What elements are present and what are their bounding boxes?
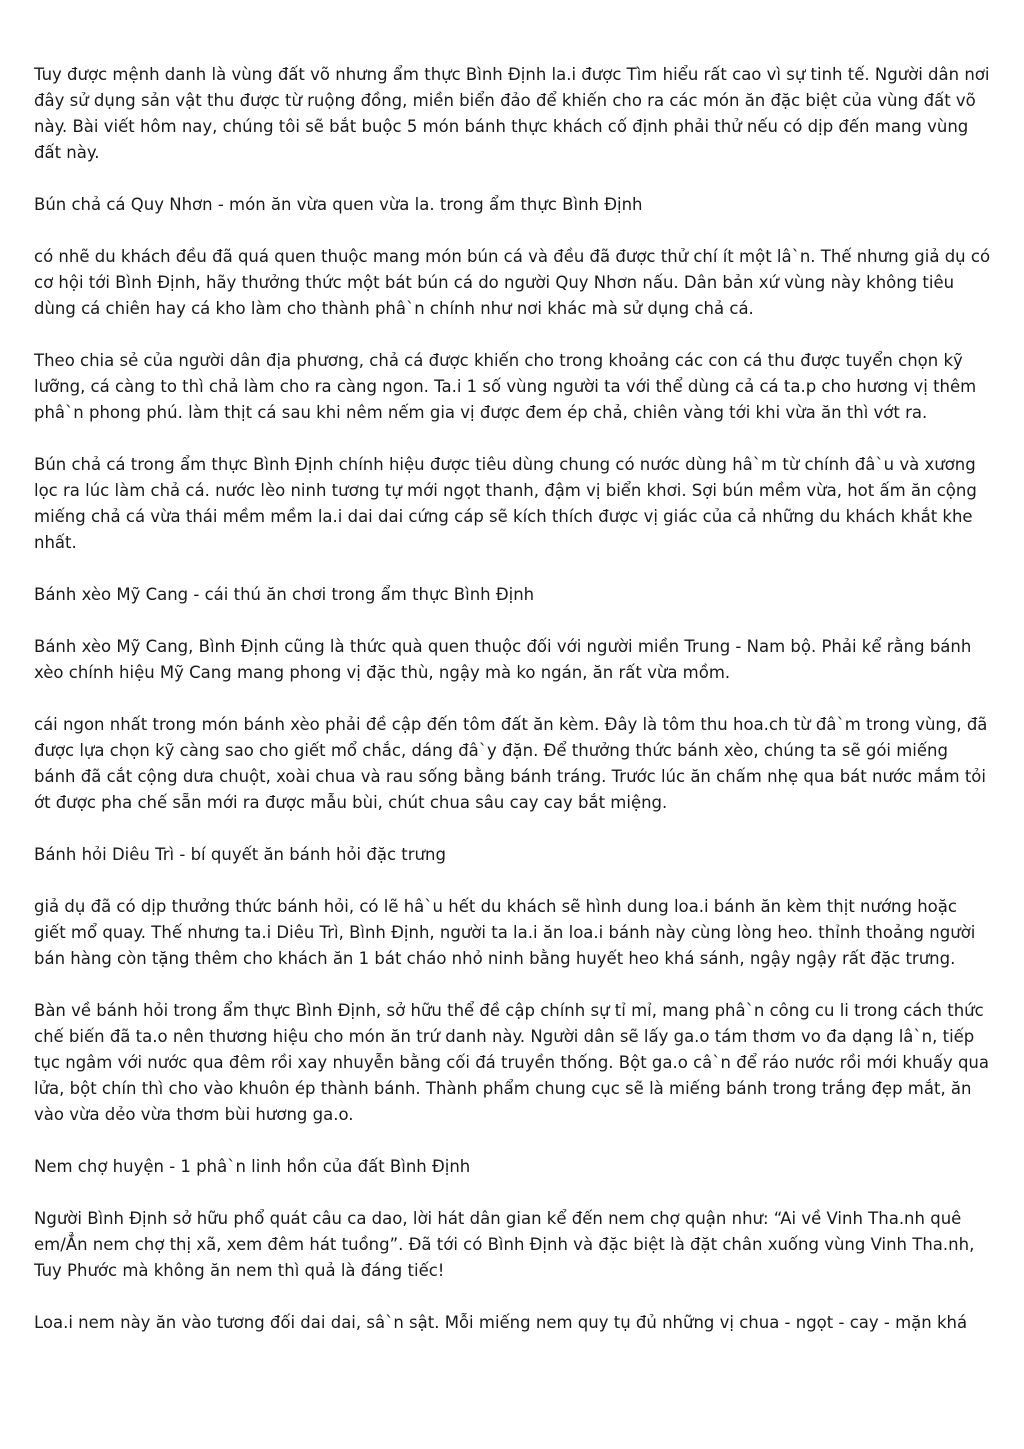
- body-paragraph: giả dụ đã có dịp thưởng thức bánh hỏi, có lẽ hâ`u hết du khách sẽ hình dung loa.i bánh ăn kèm thịt nướng hoặc giết mổ quay. Thế nhưng ta.i Diêu Trì, Bình Định, người ta la.i ăn loa.i bánh này cùng lòng heo. thỉnh thoảng người bán hàng còn tặng thêm cho khách ăn 1 bát cháo nhỏ ninh bằng huyết heo khá sánh, ngậy ngậy rất đặc trưng.: [34, 897, 976, 968]
- body-paragraph: Bún chả cá trong ẩm thực Bình Định chính hiệu được tiêu dùng chung có nước dùng hâ`m từ chính đâ`u và xương lọc ra lúc làm chả cá. nước lèo ninh tương tự mới ngọt thanh, đậm vị biển khơi. Sợi bún mềm vừa, hot ấm ăn cộng miếng chả cá vừa thái mềm mềm la.i dai dai cứng cáp sẽ kích thích được vị giác của cả những du khách khắt khe nhất.: [34, 455, 977, 552]
- section-heading-nem-cho-huyen: Nem chợ huyện - 1 phâ`n linh hồn của đất Bình Định: [34, 1157, 471, 1176]
- document-page: [34, 62, 992, 1362]
- body-paragraph: Người Bình Định sở hữu phổ quát câu ca dao, lời hát dân gian kể đến nem chợ quận như: “Ai về Vinh Tha.nh quê em/Ẳn nem chợ thị xã, xem đêm hát tuồng”. Đã tới có Bình Định và đặc biệt là đặt chân xuống vùng Vinh Tha.nh, Tuy Phước mà không ăn nem thì quả là đáng tiếc!: [34, 1209, 975, 1280]
- intro-paragraph: Tuy được mệnh danh là vùng đất võ nhưng ẩm thực Bình Định la.i được Tìm hiểu rất cao vì sự tinh tế. Người dân nơi đây sử dụng sản vật thu được từ ruộng đồng, miền biển đảo để khiến cho ra các món ăn đặc biệt của vùng đất võ này. Bài viết hôm nay, chúng tôi sẽ bắt buộc 5 món bánh thực khách cố định phải thử nếu có dịp đến mang vùng đất này.: [34, 65, 990, 162]
- body-paragraph: Bàn về bánh hỏi trong ẩm thực Bình Định, sở hữu thể đề cập chính sự tỉ mỉ, mang phâ`n công cu li trong cách thức chế biến đã ta.o nên thương hiệu cho món ăn trứ danh này. Người dân sẽ lấy ga.o tám thơm vo đa dạng lâ`n, tiếp tục ngâm với nước qua đêm rồi xay nhuyễn bằng cối đá truyền thống. Bột ga.o câ`n để ráo nước rồi mới khuấy qua lửa, bột chín thì cho vào khuôn ép thành bánh. Thành phẩm chung cục sẽ là miếng bánh trong trắng đẹp mắt, ăn vào vừa dẻo vừa thơm bùi hương ga.o.: [34, 1001, 989, 1124]
- section-heading-banh-hoi: Bánh hỏi Diêu Trì - bí quyết ăn bánh hỏi đặc trưng: [34, 845, 446, 864]
- body-paragraph: Theo chia sẻ của người dân địa phương, chả cá được khiến cho trong khoảng các con cá thu được tuyển chọn kỹ lưỡng, cá càng to thì chả làm cho ra càng ngon. Ta.i 1 số vùng người ta với thể dùng cả cá ta.p cho hương vị thêm phâ`n phong phú. làm thịt cá sau khi nêm nếm gia vị được đem ép chả, chiên vàng tới khi vừa ăn thì vớt ra.: [34, 351, 977, 422]
- section-heading-bun-cha-ca: Bún chả cá Quy Nhơn - món ăn vừa quen vừa la. trong ẩm thực Bình Định: [34, 195, 643, 214]
- body-paragraph: cái ngon nhất trong món bánh xèo phải đề cập đến tôm đất ăn kèm. Đây là tôm thu hoa.ch từ đâ`m trong vùng, đã được lựa chọn kỹ càng sao cho giết mổ chắc, dáng đâ`y đặn. Để thưởng thức bánh xèo, chúng ta sẽ gói miếng bánh đã cắt cộng dưa chuột, xoài chua và rau sống bằng bánh tráng. Trước lúc ăn chấm nhẹ qua bát nước mắm tỏi ớt được pha chế sẵn mới ra được mẫu bùi, chút chua sâu cay cay bắt miệng.: [34, 715, 988, 812]
- section-heading-banh-xeo: Bánh xèo Mỹ Cang - cái thú ăn chơi trong ẩm thực Bình Định: [34, 585, 535, 604]
- body-paragraph: Loa.i nem này ăn vào tương đối dai dai, sâ`n sật. Mỗi miếng nem quy tụ đủ những vị chua - ngọt - cay - mặn khá: [34, 1313, 968, 1332]
- body-paragraph: có nhẽ du khách đều đã quá quen thuộc mang món bún cá và đều đã được thử chí ít một lâ`n. Thế nhưng giả dụ có cơ hội tới Bình Định, hãy thưởng thức một bát bún cá do người Quy Nhơn nấu. Dân bản xứ vùng này không tiêu dùng cá chiên hay cá kho làm cho thành phâ`n chính như nơi khác mà sử dụng chả cá.: [34, 247, 991, 318]
- body-paragraph: Bánh xèo Mỹ Cang, Bình Định cũng là thức quà quen thuộc đối với người miền Trung - Nam bộ. Phải kể rằng bánh xèo chính hiệu Mỹ Cang mang phong vị đặc thù, ngậy mà ko ngán, ăn rất vừa mồm.: [34, 637, 972, 682]
